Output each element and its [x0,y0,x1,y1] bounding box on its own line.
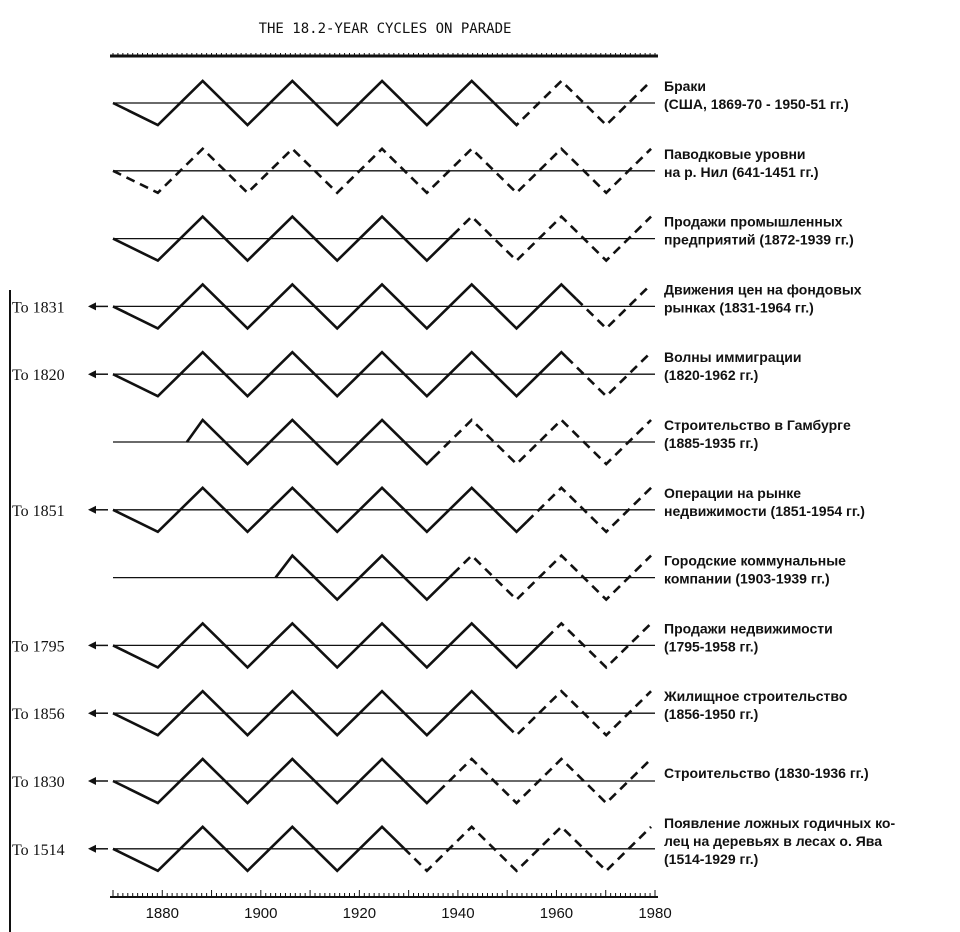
series-label: Продажи недвижимости [664,620,833,637]
series-label: Волны иммиграции [664,349,802,366]
series-row [113,146,819,193]
series-label: рынках (1831-1964 гг.) [664,299,814,316]
to-year-label: To 1820 [12,367,65,385]
series-label: Городские коммунальные [664,552,846,569]
series-row [12,688,847,735]
series-row [113,417,851,464]
series-label: (1820-1962 гг.) [664,367,759,384]
series-row [12,485,865,532]
series-label: Продажи промышленных [664,213,843,230]
series-row [12,620,833,667]
series-rows [12,78,895,871]
to-year-label: To 1851 [12,502,65,520]
series-label: (1856-1950 гг.) [664,706,759,723]
series-row [113,553,846,600]
series-row [12,759,869,803]
x-tick-label: 1960 [539,905,574,922]
x-tick-label: 1920 [342,905,377,922]
series-label: Жилищное строительство [664,688,848,705]
to-arrow-head [88,777,96,785]
series-label: Появление ложных годичных ко- [664,814,896,831]
series-label: Операции на рынке [664,484,802,501]
to-year-label: To 1514 [12,841,65,859]
series-label: компании (1903-1939 гг.) [664,570,830,587]
series-label: Строительство в Гамбурге [664,417,851,433]
to-year-label: To 1831 [12,299,65,317]
series-label: Строительство (1830-1936 гг.) [664,765,869,781]
series-row [113,78,849,125]
to-year-label: To 1856 [12,706,65,724]
to-arrow-head [88,709,96,717]
x-tick-label: 1980 [638,905,672,922]
series-label: (США, 1869-70 - 1950-51 гг.) [664,96,849,112]
series-label: Движения цен на фондовых [664,281,862,298]
x-tick-label: 1940 [441,905,475,922]
series-row [12,815,895,871]
x-tick-label: 1880 [145,905,179,922]
series-label: (1514-1929 гг.) [664,850,759,867]
to-arrow-head [88,302,96,310]
x-tick-label: 1900 [244,905,278,922]
bottom-axis [110,890,672,922]
series-label: Браки [664,78,707,94]
series-label: предприятий (1872-1939 гг.) [664,231,854,248]
series-label: (1795-1958 гг.) [664,638,759,655]
to-arrow-head [88,370,96,378]
series-row [12,349,801,396]
series-row [12,281,862,328]
to-year-label: To 1795 [12,638,65,656]
to-arrow-head [88,845,96,853]
series-label: на р. Нил (641-1451 гг.) [664,163,819,180]
to-year-label: To 1830 [12,774,65,791]
to-arrow-head [88,506,96,514]
top-axis [110,53,658,56]
to-arrow-head [88,641,96,649]
series-label: недвижимости (1851-1954 гг.) [664,502,865,519]
series-label: Паводковые уровни [664,145,806,162]
series-row [113,214,854,261]
series-label: лец на деревьях в лесах о. Ява [664,832,883,849]
chart-title: THE 18.2-YEAR CYCLES ON PARADE [258,21,512,37]
series-label: (1885-1935 гг.) [664,435,759,451]
